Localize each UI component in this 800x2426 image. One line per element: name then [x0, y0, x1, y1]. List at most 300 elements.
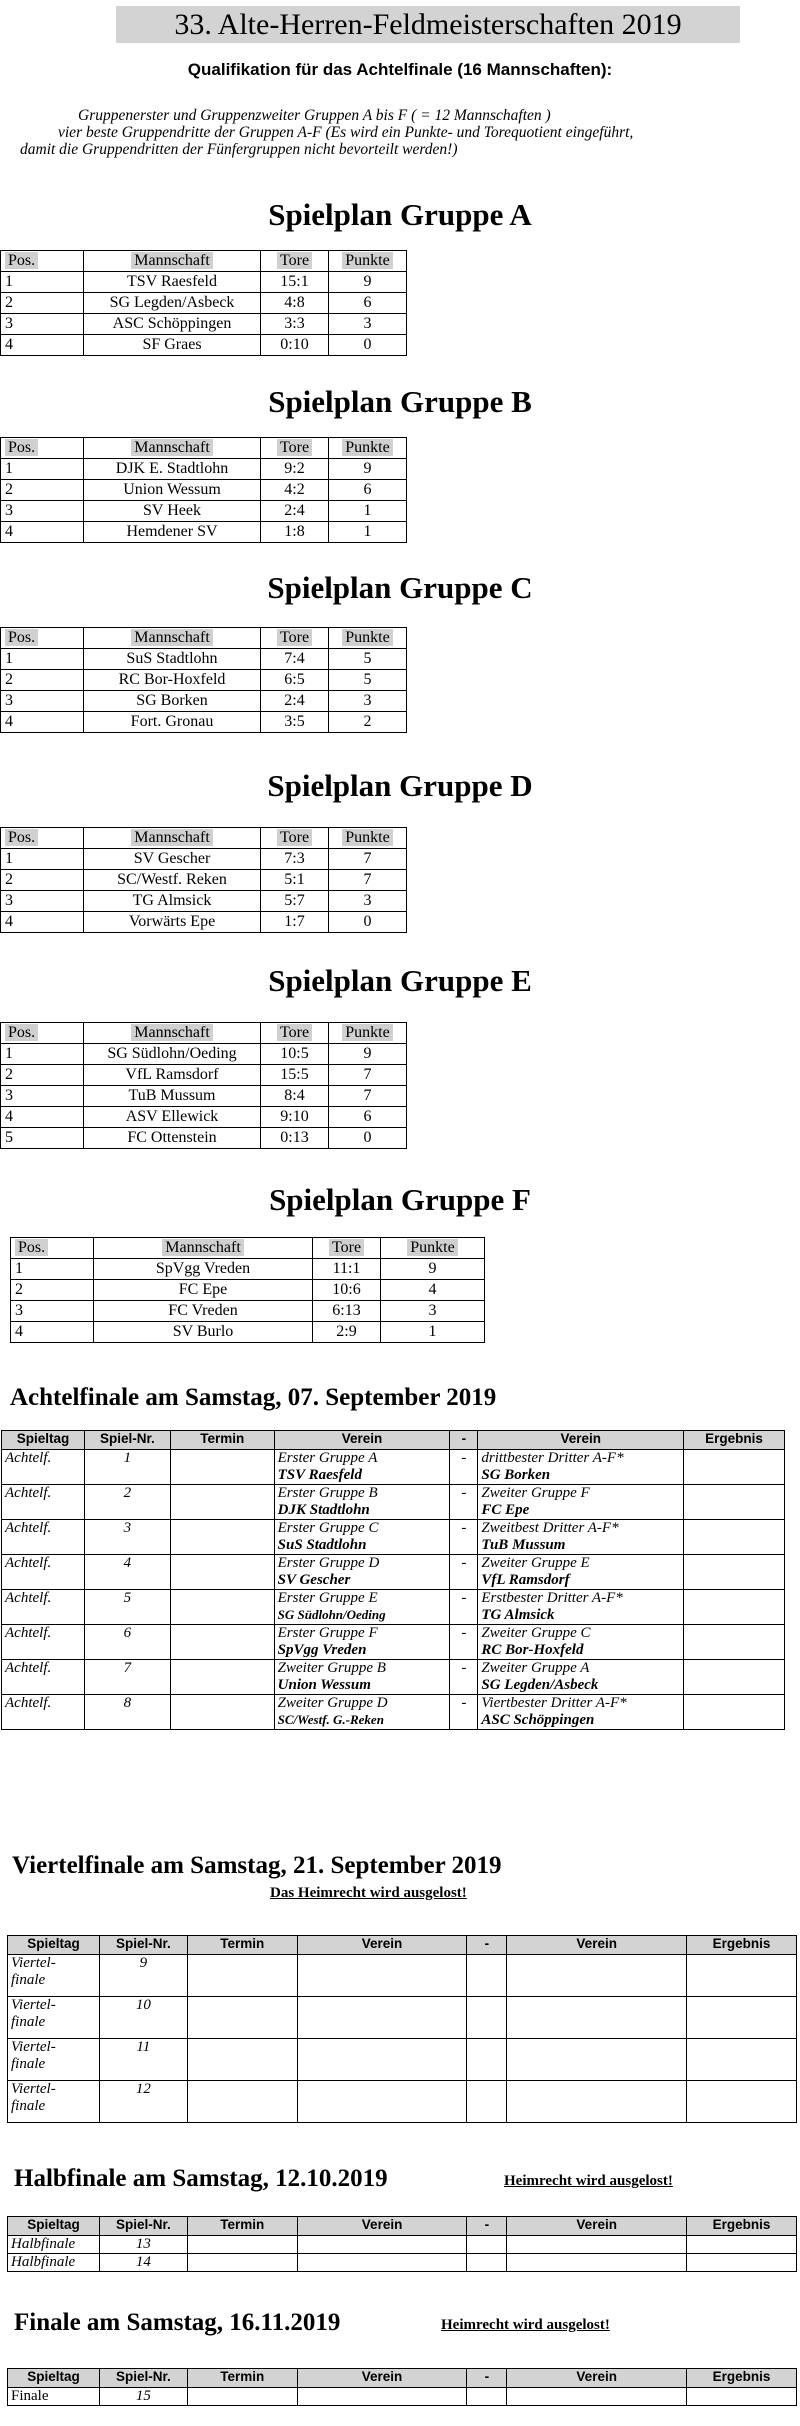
goals-cell: 5:7 [261, 891, 329, 912]
points-cell: 7 [329, 870, 407, 891]
day-cell [8, 2081, 100, 2123]
viertelfinale-table [7, 1935, 797, 2123]
header-nr: Spiel-Nr. [99, 1936, 187, 1955]
header-points: Punkte [342, 439, 392, 456]
away-slot-label: drittbester Dritter A-F* [481, 1450, 624, 1466]
team-cell: SG Borken [84, 691, 261, 712]
team-cell: SC/Westf. Reken [84, 870, 261, 891]
header-nr: Spiel-Nr. [99, 2369, 187, 2388]
team-cell: SV Burlo [94, 1322, 313, 1343]
team-cell: Vorwärts Epe [84, 912, 261, 933]
home-slot-label: Erster Gruppe F [277, 1625, 378, 1641]
header-home: Verein [297, 2369, 467, 2388]
table-header-row [8, 2217, 797, 2236]
day-label-line-1: Viertel- [11, 1997, 56, 2013]
goals-cell: 15:1 [261, 272, 329, 293]
header-points: Punkte [407, 1239, 457, 1256]
away-slot-label: Zweiter Gruppe F [481, 1485, 590, 1501]
header-time: Termin [187, 2217, 297, 2236]
day-cell: Achtelf. [2, 1660, 85, 1695]
header-pos: Pos. [5, 439, 38, 456]
points-cell: 5 [329, 670, 407, 691]
goals-cell: 5:1 [261, 870, 329, 891]
away-team-name: ASC Schöppingen [481, 1712, 595, 1728]
header-result: Ergebnis [687, 2217, 797, 2236]
result-cell [684, 1625, 785, 1660]
table-row [1, 670, 407, 691]
header-points: Punkte [342, 629, 392, 646]
home-team-cell [274, 1625, 450, 1660]
home-team-cell [297, 2081, 467, 2123]
dash-cell: - [450, 1450, 478, 1485]
table-row [8, 1955, 797, 1997]
match-number-cell: 13 [99, 2236, 187, 2254]
away-team-cell [478, 1590, 684, 1625]
result-cell [684, 1450, 785, 1485]
position-cell: 1 [1, 649, 84, 670]
table-header-row [1, 1023, 407, 1044]
goals-cell: 1:8 [261, 522, 329, 543]
goals-cell: 8:4 [261, 1086, 329, 1107]
away-team-cell [507, 1997, 687, 2039]
table-row [2, 1450, 785, 1485]
achtelfinale-table [1, 1430, 785, 1730]
away-team-cell [478, 1660, 684, 1695]
header-result: Ergebnis [687, 2369, 797, 2388]
header-dash: - [467, 1936, 507, 1955]
goals-cell: 0:13 [261, 1128, 329, 1149]
home-team-cell [274, 1450, 450, 1485]
result-cell [684, 1485, 785, 1520]
team-cell: ASV Ellewick [84, 1107, 261, 1128]
match-number-cell: 9 [99, 1955, 187, 1997]
away-team-cell [478, 1485, 684, 1520]
time-cell [187, 2388, 297, 2406]
away-team-cell [478, 1695, 684, 1730]
home-team-name: SuS Stadtlohn [277, 1537, 367, 1553]
match-number-cell: 1 [84, 1450, 170, 1485]
goals-cell: 2:4 [261, 691, 329, 712]
header-day: Spieltag [2, 1431, 85, 1450]
time-cell [170, 1660, 274, 1695]
dash-cell [467, 2254, 507, 2272]
table-row [2, 1555, 785, 1590]
points-cell: 9 [381, 1259, 485, 1280]
points-cell: 9 [329, 459, 407, 480]
points-cell: 0 [329, 335, 407, 356]
position-cell: 2 [1, 480, 84, 501]
points-cell: 6 [329, 1107, 407, 1128]
home-team-cell [297, 1997, 467, 2039]
header-team: Mannschaft [131, 1024, 213, 1041]
away-team-name: SG Legden/Asbeck [481, 1677, 599, 1693]
team-cell: ASC Schöppingen [84, 314, 261, 335]
points-cell: 9 [329, 272, 407, 293]
team-cell: TSV Raesfeld [84, 272, 261, 293]
position-cell: 2 [1, 670, 84, 691]
finale-table [7, 2368, 797, 2406]
away-team-name: VfL Ramsdorf [481, 1572, 570, 1588]
header-away: Verein [507, 2369, 687, 2388]
table-row [2, 1660, 785, 1695]
table-header-row [11, 1238, 485, 1259]
dash-cell [467, 1955, 507, 1997]
table-row [8, 2081, 797, 2123]
table-header-row [1, 828, 407, 849]
points-cell: 1 [381, 1322, 485, 1343]
team-cell: Fort. Gronau [84, 712, 261, 733]
position-cell: 3 [11, 1301, 94, 1322]
header-nr: Spiel-Nr. [84, 1431, 170, 1450]
goals-cell: 9:10 [261, 1107, 329, 1128]
home-slot-label: Erster Gruppe A [277, 1450, 378, 1466]
dash-cell [467, 1997, 507, 2039]
away-team-cell [507, 2388, 687, 2406]
table-row [1, 1065, 407, 1086]
day-label-line-2: finale [11, 2056, 46, 2072]
time-cell [170, 1485, 274, 1520]
table-row [11, 1322, 485, 1343]
position-cell: 1 [1, 459, 84, 480]
table-row [1, 649, 407, 670]
header-points: Punkte [342, 829, 392, 846]
halbfinale-note: Heimrecht wird ausgelost! [504, 2173, 673, 2189]
home-team-cell [274, 1660, 450, 1695]
goals-cell: 10:5 [261, 1044, 329, 1065]
points-cell: 7 [329, 1086, 407, 1107]
table-row [2, 1590, 785, 1625]
position-cell: 3 [1, 1086, 84, 1107]
points-cell: 3 [329, 891, 407, 912]
time-cell [187, 1955, 297, 1997]
time-cell [170, 1625, 274, 1660]
points-cell: 4 [381, 1280, 485, 1301]
header-goals: Tore [277, 829, 312, 846]
table-header-row [1, 438, 407, 459]
points-cell: 7 [329, 849, 407, 870]
position-cell: 2 [11, 1280, 94, 1301]
points-cell: 6 [329, 480, 407, 501]
team-cell: Union Wessum [84, 480, 261, 501]
header-dash: - [450, 1431, 478, 1450]
goals-cell: 4:8 [261, 293, 329, 314]
group-c-table [0, 627, 407, 733]
header-points: Punkte [342, 1024, 392, 1041]
table-row [2, 1695, 785, 1730]
position-cell: 3 [1, 691, 84, 712]
header-time: Termin [187, 2369, 297, 2388]
header-home: Verein [297, 2217, 467, 2236]
goals-cell: 3:5 [261, 712, 329, 733]
table-header-row [8, 1936, 797, 1955]
away-team-name: TG Almsick [481, 1607, 555, 1623]
match-number-cell: 5 [84, 1590, 170, 1625]
time-cell [170, 1450, 274, 1485]
position-cell: 4 [1, 522, 84, 543]
table-row [1, 459, 407, 480]
group-f-title: Spielplan Gruppe F [269, 1182, 531, 1217]
time-cell [187, 2254, 297, 2272]
home-team-cell [297, 2236, 467, 2254]
table-row [1, 870, 407, 891]
header-points: Punkte [342, 252, 392, 269]
team-cell: SV Gescher [84, 849, 261, 870]
table-row [8, 1997, 797, 2039]
goals-cell: 6:5 [261, 670, 329, 691]
match-number-cell: 8 [84, 1695, 170, 1730]
day-cell: Achtelf. [2, 1625, 85, 1660]
points-cell: 7 [329, 1065, 407, 1086]
team-cell: FC Vreden [94, 1301, 313, 1322]
table-row [11, 1301, 485, 1322]
away-team-cell [507, 2039, 687, 2081]
header-result: Ergebnis [687, 1936, 797, 1955]
table-header-row [1, 628, 407, 649]
position-cell: 3 [1, 314, 84, 335]
home-team-cell [274, 1520, 450, 1555]
day-cell: Achtelf. [2, 1485, 85, 1520]
away-team-cell [478, 1450, 684, 1485]
away-team-cell [478, 1625, 684, 1660]
home-team-cell [274, 1695, 450, 1730]
result-cell [687, 2081, 797, 2123]
team-cell: Hemdener SV [84, 522, 261, 543]
day-label-line-1: Viertel- [11, 2039, 56, 2055]
match-number-cell: 12 [99, 2081, 187, 2123]
table-row [8, 2388, 797, 2406]
away-team-cell [507, 2236, 687, 2254]
intro-line-1: Gruppenerster und Gruppenzweiter Gruppen A bis F ( = 12 Mannschaften ) [78, 107, 551, 124]
points-cell: 3 [381, 1301, 485, 1322]
match-number-cell: 11 [99, 2039, 187, 2081]
header-goals: Tore [329, 1239, 364, 1256]
dash-cell [467, 2081, 507, 2123]
table-row [1, 712, 407, 733]
home-slot-label: Erster Gruppe B [277, 1485, 378, 1501]
goals-cell: 2:4 [261, 501, 329, 522]
group-b-table [0, 437, 407, 543]
position-cell: 4 [1, 712, 84, 733]
goals-cell: 7:3 [261, 849, 329, 870]
match-number-cell: 6 [84, 1625, 170, 1660]
team-cell: FC Ottenstein [84, 1128, 261, 1149]
header-goals: Tore [277, 1024, 312, 1041]
header-day: Spieltag [8, 2369, 100, 2388]
result-cell [687, 1955, 797, 1997]
home-team-cell [297, 2254, 467, 2272]
home-slot-label: Erster Gruppe E [277, 1590, 378, 1606]
viertelfinale-note: Das Heimrecht wird ausgelost! [270, 1885, 467, 1901]
position-cell: 3 [1, 501, 84, 522]
dash-cell [467, 2388, 507, 2406]
dash-cell [467, 2236, 507, 2254]
home-team-name: TSV Raesfeld [277, 1467, 362, 1483]
header-away: Verein [507, 2217, 687, 2236]
table-row [1, 891, 407, 912]
day-cell: Achtelf. [2, 1695, 85, 1730]
points-cell: 1 [329, 501, 407, 522]
table-row [11, 1280, 485, 1301]
header-team: Mannschaft [162, 1239, 244, 1256]
match-number-cell: 10 [99, 1997, 187, 2039]
intro-line-2: vier beste Gruppendritte der Gruppen A-F (Es wird ein Punkte- und Torequotient eingeführt, [58, 124, 634, 141]
away-team-cell [478, 1555, 684, 1590]
home-team-cell [297, 1955, 467, 1997]
away-slot-label: Zweiter Gruppe E [481, 1555, 590, 1571]
result-cell [684, 1520, 785, 1555]
header-time: Termin [187, 1936, 297, 1955]
day-cell: Halbfinale [8, 2236, 100, 2254]
goals-cell: 3:3 [261, 314, 329, 335]
header-goals: Tore [277, 439, 312, 456]
day-label-line-1: Viertel- [11, 1955, 56, 1971]
position-cell: 2 [1, 293, 84, 314]
day-label-line-1: Viertel- [11, 2081, 56, 2097]
position-cell: 5 [1, 1128, 84, 1149]
table-row [1, 272, 407, 293]
group-a-table [0, 250, 407, 356]
home-team-name: SV Gescher [277, 1572, 351, 1588]
achtelfinale-title: Achtelfinale am Samstag, 07. September 2019 [10, 1384, 497, 1411]
table-row [8, 2236, 797, 2254]
dash-cell: - [450, 1590, 478, 1625]
dash-cell: - [450, 1555, 478, 1590]
away-team-cell [507, 2254, 687, 2272]
goals-cell: 11:1 [313, 1259, 381, 1280]
day-cell: Achtelf. [2, 1555, 85, 1590]
away-team-name: RC Bor-Hoxfeld [481, 1642, 584, 1658]
table-row [1, 480, 407, 501]
position-cell: 1 [1, 1044, 84, 1065]
dash-cell: - [450, 1660, 478, 1695]
day-cell: Achtelf. [2, 1450, 85, 1485]
table-header-row [1, 251, 407, 272]
away-team-cell [478, 1520, 684, 1555]
header-result: Ergebnis [684, 1431, 785, 1450]
goals-cell: 7:4 [261, 649, 329, 670]
home-team-name: DJK Stadtlohn [277, 1502, 370, 1518]
goals-cell: 1:7 [261, 912, 329, 933]
away-team-name: TuB Mussum [481, 1537, 566, 1553]
home-team-cell [297, 2388, 467, 2406]
header-day: Spieltag [8, 2217, 100, 2236]
table-row [8, 2254, 797, 2272]
team-cell: SuS Stadtlohn [84, 649, 261, 670]
qualification-subtitle: Qualifikation für das Achtelfinale (16 Mannschaften): [187, 60, 613, 79]
header-dash: - [467, 2217, 507, 2236]
header-pos: Pos. [5, 1024, 38, 1041]
goals-cell: 6:13 [313, 1301, 381, 1322]
team-cell: FC Epe [94, 1280, 313, 1301]
match-number-cell: 7 [84, 1660, 170, 1695]
team-cell: SG Südlohn/Oeding [84, 1044, 261, 1065]
table-header-row [8, 2369, 797, 2388]
points-cell: 6 [329, 293, 407, 314]
header-away: Verein [507, 1936, 687, 1955]
home-slot-label: Zweiter Gruppe D [277, 1695, 388, 1711]
away-slot-label: Viertbester Dritter A-F* [481, 1695, 627, 1711]
result-cell [687, 2388, 797, 2406]
away-slot-label: Zweiter Gruppe A [481, 1660, 590, 1676]
group-d-table [0, 827, 407, 933]
header-dash: - [467, 2369, 507, 2388]
time-cell [170, 1520, 274, 1555]
home-team-name: SpVgg Vreden [277, 1642, 367, 1658]
table-row [11, 1259, 485, 1280]
result-cell [687, 1997, 797, 2039]
header-time: Termin [170, 1431, 274, 1450]
day-cell [8, 2039, 100, 2081]
header-team: Mannschaft [131, 252, 213, 269]
table-row [1, 293, 407, 314]
dash-cell: - [450, 1520, 478, 1555]
match-number-cell: 14 [99, 2254, 187, 2272]
header-team: Mannschaft [131, 439, 213, 456]
team-cell: SV Heek [84, 501, 261, 522]
home-team-cell [274, 1590, 450, 1625]
position-cell: 4 [1, 1107, 84, 1128]
day-cell [8, 1955, 100, 1997]
table-row [1, 849, 407, 870]
home-slot-label: Zweiter Gruppe B [277, 1660, 386, 1676]
table-row [1, 1107, 407, 1128]
away-slot-label: Zweitbest Dritter A-F* [481, 1520, 619, 1536]
table-row [2, 1520, 785, 1555]
away-team-name: FC Epe [481, 1502, 530, 1518]
away-team-cell [507, 1955, 687, 1997]
header-pos: Pos. [5, 829, 38, 846]
table-row [1, 314, 407, 335]
header-goals: Tore [277, 252, 312, 269]
day-cell: Finale [8, 2388, 100, 2406]
header-team: Mannschaft [131, 829, 213, 846]
result-cell [684, 1555, 785, 1590]
position-cell: 4 [1, 912, 84, 933]
away-team-cell [507, 2081, 687, 2123]
position-cell: 1 [1, 849, 84, 870]
team-cell: RC Bor-Hoxfeld [84, 670, 261, 691]
goals-cell: 4:2 [261, 480, 329, 501]
group-f-table [10, 1237, 485, 1343]
position-cell: 2 [1, 870, 84, 891]
viertelfinale-title: Viertelfinale am Samstag, 21. September 2019 [12, 1852, 502, 1879]
team-cell: SF Graes [84, 335, 261, 356]
header-day: Spieltag [8, 1936, 100, 1955]
day-cell [8, 1997, 100, 2039]
table-row [2, 1625, 785, 1660]
result-cell [684, 1590, 785, 1625]
match-number-cell: 15 [99, 2388, 187, 2406]
home-team-name: SG Südlohn/Oeding [277, 1607, 386, 1622]
points-cell: 1 [329, 522, 407, 543]
result-cell [684, 1695, 785, 1730]
table-row [2, 1485, 785, 1520]
home-team-name: SC/Westf. G.-Reken [277, 1712, 384, 1727]
position-cell: 3 [1, 891, 84, 912]
time-cell [187, 2081, 297, 2123]
points-cell: 3 [329, 314, 407, 335]
header-home: Verein [274, 1431, 450, 1450]
points-cell: 3 [329, 691, 407, 712]
result-cell [684, 1660, 785, 1695]
table-row [1, 522, 407, 543]
group-d-title: Spielplan Gruppe D [267, 768, 533, 803]
day-label-line-2: finale [11, 2014, 46, 2030]
day-cell: Halbfinale [8, 2254, 100, 2272]
goals-cell: 2:9 [313, 1322, 381, 1343]
day-label-line-2: finale [11, 2098, 46, 2114]
result-cell [687, 2236, 797, 2254]
